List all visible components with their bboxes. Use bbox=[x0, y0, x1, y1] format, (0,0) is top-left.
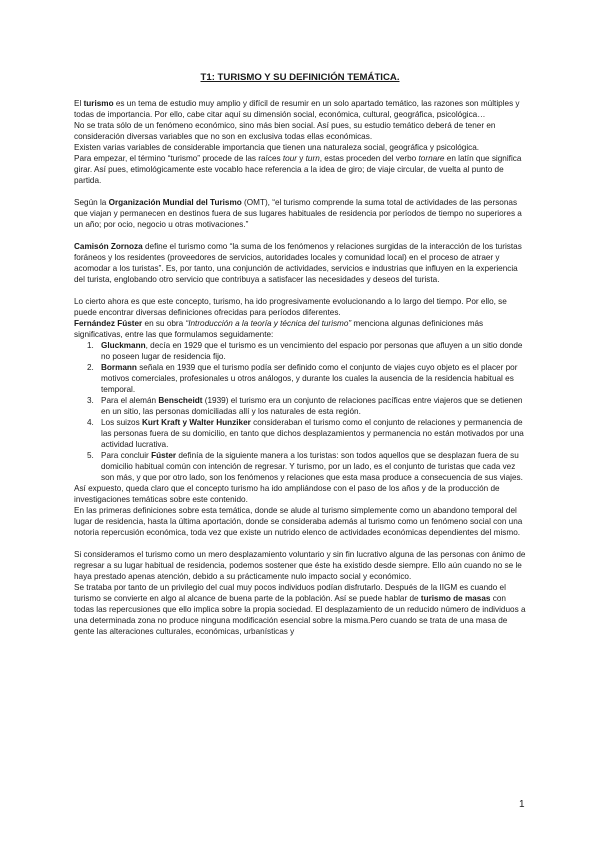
list-item bbox=[74, 450, 526, 483]
paragraph-intro bbox=[74, 98, 526, 120]
text-run: en su obra bbox=[142, 319, 186, 328]
paragraph-voluntary: Si consideramos el turismo como un mero desplazamiento voluntario y sin fin lucrativo alguna de las personas con ánimo de regresar a su lugar habitual de residencia, podemos sostener que éste ha existido desde siempre. Ello aún cuando no se le haya prestado apenas atención, debido a su prácticamente nulo impacto social y económico. bbox=[74, 550, 526, 581]
paragraph-omt bbox=[74, 197, 526, 230]
document-title: T1: TURISMO Y SU DEFINICIÓN TEMÁTICA. bbox=[200, 72, 400, 83]
italic-term: tornare bbox=[418, 154, 445, 163]
text-run: Para empezar, el término “turismo” procede de las raíces bbox=[74, 154, 283, 163]
paragraph-fuster bbox=[74, 318, 526, 340]
bold-term: Kurt Kraft y Walter Hunziker bbox=[141, 418, 251, 427]
bold-term: Benscheidt bbox=[158, 396, 203, 405]
bold-term: Gluckmann bbox=[101, 341, 146, 350]
text-run: (OMT), “el turismo comprende la suma total de actividades de las personas que viajan y permanecen en destinos fuera de sus lugares habituales de residencia por períodos de tiempo no superiores a un año; por ocio, negocio u otras motivaciones.” bbox=[74, 198, 522, 229]
text-run: definía de la siguiente manera a los turistas: son todos aquellos que se desplazan fuera de su domicilio habitual común con intención de regresar. Y turismo, por un lado, es el conjunto de turistas que cada vez son más, y que por otro lado, son los fenómenos y relaciones que esta masa produce a consecuencia de sus viajes. bbox=[101, 451, 523, 482]
text-run: Según la bbox=[74, 198, 109, 207]
text-run: es un tema de estudio muy amplio y difícil de resumir en un solo apartado temático, las razones son múltiples y todas de importancia. Por ello, cabe citar aquí su dimensión social, económica, cultural, geográfica, psicológica… bbox=[74, 99, 520, 119]
text-run: , estas proceden del verbo bbox=[319, 154, 419, 163]
bold-term: turismo bbox=[83, 99, 114, 108]
definitions-list bbox=[74, 340, 526, 483]
list-number: 1. bbox=[87, 341, 94, 350]
paragraph-camison bbox=[74, 241, 526, 285]
page-number: 1 bbox=[519, 799, 525, 810]
text-run: menciona algunas definiciones más significativas, entre las que formulamos seguidamente: bbox=[74, 319, 484, 339]
text-run: El bbox=[74, 99, 84, 108]
text-run: Los suizos bbox=[101, 418, 142, 427]
list-item bbox=[74, 417, 526, 450]
bold-term: Bormann bbox=[101, 363, 137, 372]
paragraph-social: No se trata sólo de un fenómeno económico, sino más bien social. Así pues, su estudio temático deberá de tener en consideración diversas variables que no son en exclusiva todas ellas económicas. bbox=[74, 121, 496, 141]
text-run: señala en 1939 que el turismo podía ser definido como el conjunto de viajes cuyo objeto es el placer por motivos comerciales, profesionales u otros análogos, y durante los cuales la ausencia de la residencia habitual es temporal. bbox=[101, 363, 518, 394]
list-number: 5. bbox=[87, 451, 94, 460]
paragraph-etymology bbox=[74, 153, 526, 186]
paragraph-first-definitions: En las primeras definiciones sobre esta temática, donde se alude al turismo simplemente como un abandono temporal del lugar de residencia, hasta la última aportación, donde se consideraba además al turismo como un fenómeno social con una notoria repercusión económica, toda vez que existe un nutrido elenco de actividades económicas dependientes del mismo. bbox=[74, 506, 523, 537]
list-number: 3. bbox=[87, 396, 94, 405]
document-body bbox=[74, 98, 526, 637]
paragraph-evolution: Lo cierto ahora es que este concepto, turismo, ha ido progresivamente evolucionando a lo largo del tiempo. Por ello, se puede encontrar diversas definiciones ofrecidas para períodos diferentes. bbox=[74, 297, 507, 317]
list-number: 2. bbox=[87, 363, 94, 372]
paragraph-mass-tourism bbox=[74, 582, 526, 637]
bold-term: Fúster bbox=[151, 451, 177, 460]
text-run: define el turismo como “la suma de los fenómenos y relaciones surgidas de la interacción de los turistas foráneos y los residentes (proveedores de servicios, autoridades locales y comunidad local) en el proceso de atraer y acomodar a los turistas”. Es, por tanto, una conjunción de actividades, servicios e industrias que influyen en la experiencia del turista, englobando otro servicio que contribuya a satisfacer las necesidades y deseos del turista. bbox=[74, 242, 522, 284]
bold-term: turismo de masas bbox=[420, 594, 491, 603]
text-run: y bbox=[296, 154, 306, 163]
italic-term: tour bbox=[282, 154, 297, 163]
bold-term: Fernández Fúster bbox=[74, 319, 143, 328]
bold-term: Organización Mundial del Turismo bbox=[108, 198, 242, 207]
bold-term: Camisón Zornoza bbox=[74, 242, 143, 251]
italic-term: turn bbox=[305, 154, 320, 163]
text-run: consideraban el turismo como el conjunto de relaciones y permanencia de las personas fuera de su domicilio, en tanto que dichos desplazamientos y permanencia no están motivados por una actividad lucrativa. bbox=[101, 418, 524, 449]
italic-title: “Introducción a la teoría y técnica del turismo” bbox=[185, 319, 352, 328]
list-item bbox=[74, 340, 526, 362]
list-item bbox=[74, 395, 526, 417]
text-run: Para concluir bbox=[101, 451, 152, 460]
text-run: Se trataba por tanto de un privilegio del cual muy pocos individuos podían disfrutarlo. Después de la IIGM es cuando el turismo se convierte en algo al alcance de buena parte de la población. Así se puede hablar de bbox=[74, 583, 506, 603]
text-run: en latín que significa girar. Así pues, etimológicamente este vocablo hace referencia a la idea de giro; de viaje circular, de vuelta al punto de partida. bbox=[74, 154, 522, 185]
list-number: 4. bbox=[87, 418, 94, 427]
text-run: con todas las repercusiones que ello implica sobre la propia sociedad. El desplazamiento de un reducido número de individuos a una determinada zona no produce ninguna modificación esencial sobre la misma.Pero cuando se trata de una masa de gente las alteraciones culturales, económicas, urbanísticas y bbox=[74, 594, 526, 636]
paragraph-variables: Existen varias variables de considerable importancia que tienen una naturaleza social, geográfica y psicológica. bbox=[74, 143, 480, 152]
text-run: , decía en 1929 que el turismo es un vencimiento del espacio por personas que afluyen a un sitio donde no poseen lugar de residencia fijo. bbox=[101, 341, 523, 361]
list-item bbox=[74, 362, 526, 395]
text-run: Para el alemán bbox=[101, 396, 159, 405]
paragraph-summary: Así expuesto, queda claro que el concepto turismo ha ido ampliándose con el paso de los años y de la producción de investigaciones temáticas sobre este contenido. bbox=[74, 484, 500, 504]
text-run: (1939) el turismo era un conjunto de relaciones pacíficas entre viajeros que se detienen en un sitio, las personas domiciliadas allí y los naturales de esta región. bbox=[101, 396, 523, 416]
